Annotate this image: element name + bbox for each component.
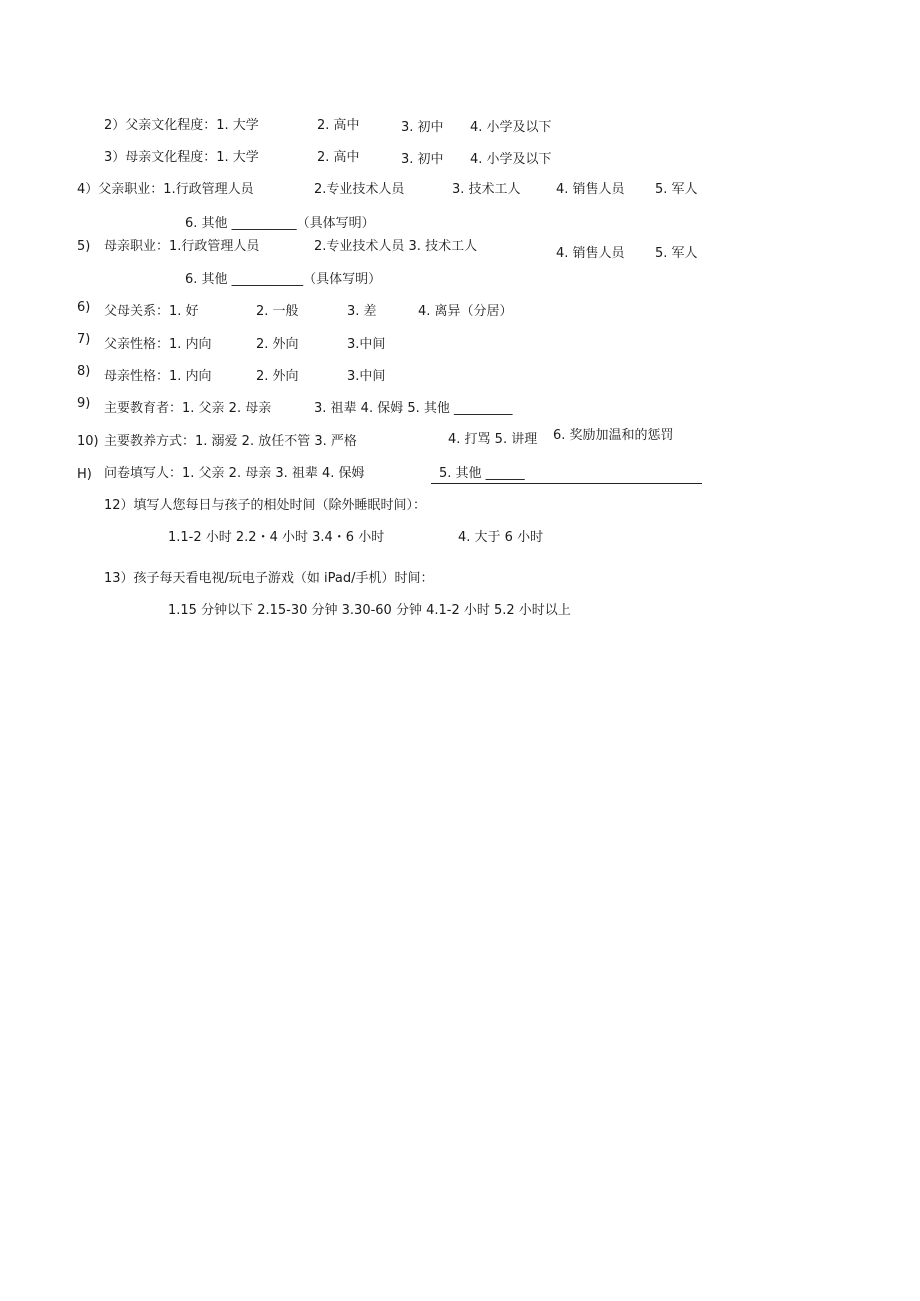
q9-option-3-5: 3. 祖辈 4. 保姆 5. 其他 _________ (314, 401, 513, 416)
q10-number: 10) (77, 434, 99, 449)
q2-option-4: 4. 小学及以下 (470, 120, 552, 135)
q4-option-6: 6. 其他 __________（具体写明） (185, 216, 375, 231)
q12-options-1-3: 1.1-2 小时 2.2・4 小时 3.4・6 小时 (168, 530, 385, 545)
q6-label: 父母关系：1. 好 (104, 304, 199, 319)
q5-number: 5) (77, 239, 91, 254)
q7-number: 7) (77, 332, 91, 347)
q11-number: H) (77, 467, 92, 482)
q6-option-3: 3. 差 (347, 304, 377, 319)
q7-option-3: 3.中间 (347, 337, 386, 352)
q6-option-2: 2. 一般 (256, 304, 299, 319)
q4-option-3: 3. 技术工人 (452, 182, 521, 197)
q3-option-3: 3. 初中 (401, 152, 444, 167)
q11-label: 问卷填写人：1. 父亲 2. 母亲 3. 祖辈 4. 保姆 (104, 466, 365, 481)
q11-option-5: 5. 其他 ______ (439, 466, 525, 481)
q9-label: 主要教育者：1. 父亲 2. 母亲 (104, 401, 272, 416)
q12-label: 12）填写人您每日与孩子的相处时间（除外睡眠时间）： (104, 498, 427, 513)
q10-option-6: 6. 奖励加温和的惩罚 (553, 428, 674, 443)
q10-option-4-5: 4. 打骂 5. 讲理 (448, 432, 538, 447)
q13-options: 1.15 分钟以下 2.15-30 分钟 3.30-60 分钟 4.1-2 小时 5.2 小时以上 (168, 603, 571, 618)
q7-label: 父亲性格：1. 内向 (104, 337, 212, 352)
q5-option-5: 5. 军人 (655, 246, 698, 261)
q6-option-4: 4. 离异（分居） (418, 304, 513, 319)
q4-option-4: 4. 销售人员 (556, 182, 625, 197)
q5-option-6: 6. 其他 ___________（具体写明） (185, 272, 382, 287)
q2-option-2: 2. 高中 (317, 118, 360, 133)
q9-number: 9) (77, 396, 91, 411)
q11-underline (431, 483, 702, 484)
q10-label: 主要教养方式：1. 溺爱 2. 放任不管 3. 严格 (104, 434, 357, 449)
q2-label: 2）父亲文化程度：1. 大学 (104, 118, 259, 133)
q8-number: 8) (77, 364, 91, 379)
q4-label: 4）父亲职业：1.行政管理人员 (77, 182, 254, 197)
q12-option-4: 4. 大于 6 小时 (458, 530, 544, 545)
q5-label: 母亲职业：1.行政管理人员 (104, 239, 260, 254)
q8-option-2: 2. 外向 (256, 369, 299, 384)
q7-option-2: 2. 外向 (256, 337, 299, 352)
q2-option-3: 3. 初中 (401, 120, 444, 135)
q8-label: 母亲性格：1. 内向 (104, 369, 212, 384)
q3-option-4: 4. 小学及以下 (470, 152, 552, 167)
q8-option-3: 3.中间 (347, 369, 386, 384)
q5-option-2-3: 2.专业技术人员 3. 技术工人 (314, 239, 478, 254)
q5-option-4: 4. 销售人员 (556, 246, 625, 261)
q4-option-2: 2.专业技术人员 (314, 182, 405, 197)
q6-number: 6) (77, 300, 91, 315)
q3-option-2: 2. 高中 (317, 150, 360, 165)
q13-label: 13）孩子每天看电视/玩电子游戏（如 iPad/手机）时间： (104, 571, 434, 586)
q3-label: 3）母亲文化程度：1. 大学 (104, 150, 259, 165)
q4-option-5: 5. 军人 (655, 182, 698, 197)
